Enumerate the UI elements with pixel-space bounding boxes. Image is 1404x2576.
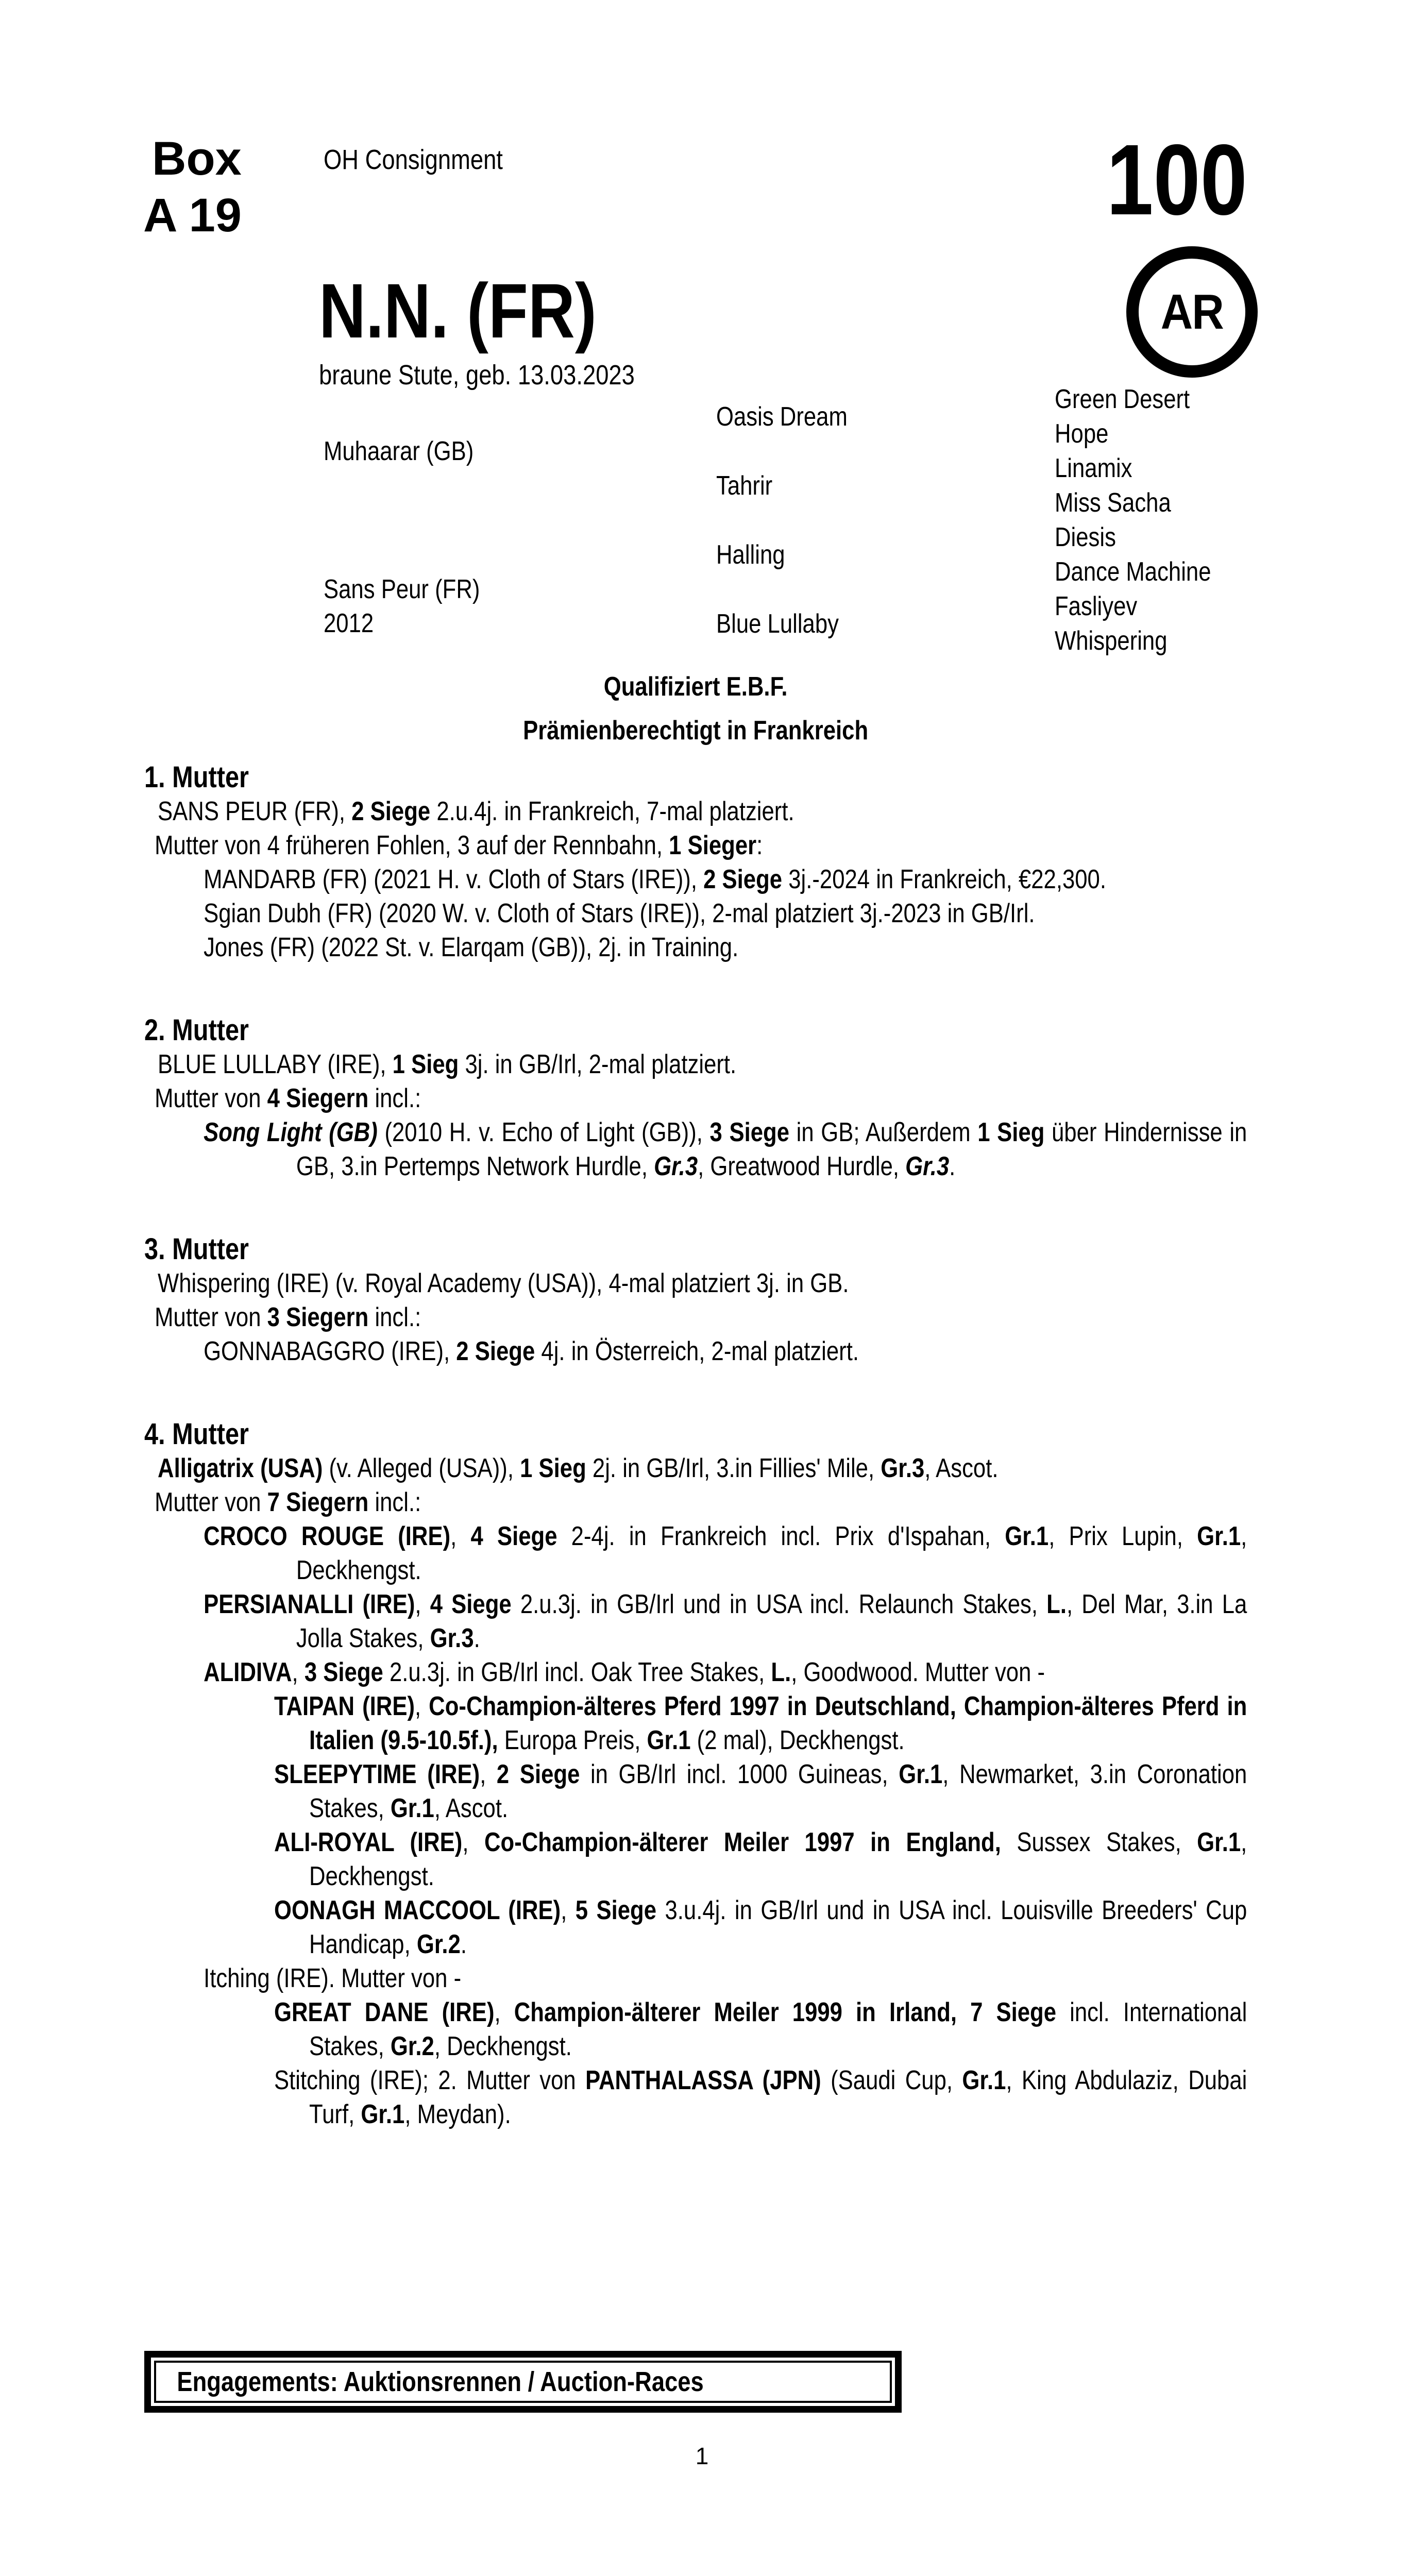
- text-run: Alligatrix (USA): [158, 1453, 323, 1483]
- text-run: Gr.1: [361, 2099, 405, 2129]
- produce-record-paragraph: [144, 1757, 1247, 1825]
- text-run: 2j. in GB/Irl, 3.in Fillies' Mile,: [586, 1453, 881, 1483]
- text-run: in GB; Außerdem: [789, 1117, 978, 1147]
- pedigree-gen3-name: Linamix: [1055, 453, 1132, 483]
- produce-record-paragraph: [144, 1081, 1247, 1115]
- text-run: 3 Siegern: [267, 1302, 369, 1332]
- produce-record-paragraph: [144, 1689, 1247, 1757]
- text-run: Sgian Dubh (FR) (2020 W. v. Cloth of Stars (IRE)), 2-mal platziert 3j.-2023 in GB/Irl.: [204, 899, 1035, 928]
- text-run: , Newmarket, 3.in Coronation Stakes,: [309, 1759, 1247, 1823]
- pedigree-gen3-name: Whispering: [1055, 626, 1168, 656]
- text-run: ,: [415, 1691, 429, 1721]
- text-run: , Meydan).: [404, 2099, 511, 2129]
- pedigree-gen3-name: Green Desert: [1055, 384, 1190, 414]
- text-run: incl.:: [368, 1083, 421, 1113]
- text-run: MANDARB (FR) (2021 H. v. Cloth of Stars (IRE)),: [204, 865, 704, 894]
- family-section: [144, 1013, 1247, 1183]
- text-run: ,: [494, 1997, 514, 2027]
- text-run: , Del Mar, 3.in La Jolla Stakes,: [296, 1589, 1247, 1653]
- text-run: (2010 H. v. Echo of Light (GB)),: [377, 1117, 710, 1147]
- text-run: SANS PEUR (FR),: [158, 796, 352, 826]
- consignor-name: OH Consignment: [324, 144, 503, 175]
- horse-description: braune Stute, geb. 13.03.2023: [319, 360, 635, 391]
- produce-record-paragraph: [144, 930, 1247, 964]
- text-run: Gr.1: [1005, 1521, 1049, 1551]
- text-run: 2 Siege: [351, 796, 431, 826]
- text-run: in GB/Irl incl. 1000 Guineas,: [580, 1759, 899, 1789]
- pedigree-gen3-name: Miss Sacha: [1055, 488, 1171, 518]
- pedigree-sire-name: Muhaarar (GB): [324, 436, 474, 466]
- page-number: 1: [695, 2443, 709, 2469]
- text-run: 1 Sieg: [392, 1049, 459, 1079]
- family-sections: [144, 760, 1247, 2131]
- text-run: Sussex Stakes,: [1001, 1827, 1197, 1857]
- produce-record-paragraph: [144, 794, 1247, 828]
- text-run: Mutter von: [155, 1083, 267, 1113]
- text-run: 2 Siege: [456, 1336, 535, 1366]
- pedigree-gen2-name: Halling: [716, 540, 785, 570]
- text-run: Stitching (IRE); 2. Mutter von: [274, 2065, 586, 2095]
- text-run: Gr.1: [1197, 1827, 1241, 1857]
- text-run: ,: [292, 1657, 305, 1687]
- text-run: (v. Alleged (USA)),: [323, 1453, 520, 1483]
- produce-record-paragraph: [144, 1300, 1247, 1334]
- mutter-heading: 1. Mutter: [144, 760, 249, 794]
- text-run: (Saudi Cup,: [821, 2065, 962, 2095]
- pedigree-gen3-name: Diesis: [1055, 522, 1116, 552]
- pedigree-gen3-name: Fasliyev: [1055, 591, 1138, 621]
- produce-record-paragraph: [144, 1519, 1247, 1587]
- text-run: Gr.3: [881, 1453, 925, 1483]
- text-run: Mutter von: [155, 1302, 267, 1332]
- pedigree-gen2-name: Tahrir: [716, 471, 773, 501]
- text-run: OONAGH MACCOOL (IRE): [274, 1895, 561, 1925]
- produce-record-paragraph: [144, 1587, 1247, 1655]
- horse-name: N.N. (FR): [319, 267, 597, 354]
- text-run: Gr.3: [654, 1151, 698, 1181]
- text-run: PERSIANALLI (IRE): [204, 1589, 415, 1619]
- text-run: 1 Sieg: [977, 1117, 1045, 1147]
- ar-brand-badge: [1126, 246, 1258, 378]
- pedigree-gen2-name: Oasis Dream: [716, 402, 848, 432]
- produce-record-paragraph: [144, 1451, 1247, 1485]
- produce-record-paragraph: [144, 1893, 1247, 1961]
- text-run: , Deckhengst.: [309, 1827, 1247, 1891]
- pedigree-gen3-name: Dance Machine: [1055, 557, 1211, 587]
- text-run: L.: [771, 1657, 791, 1687]
- pedigree-gen2-name: Blue Lullaby: [716, 609, 839, 639]
- text-run: BLUE LULLABY (IRE),: [158, 1049, 393, 1079]
- text-run: GREAT DANE (IRE): [274, 1997, 495, 2027]
- qualifications-block: [144, 670, 1247, 748]
- text-run: 4j. in Österreich, 2-mal platziert.: [535, 1336, 859, 1366]
- mutter-heading: 3. Mutter: [144, 1232, 249, 1266]
- produce-record-paragraph: [144, 1485, 1247, 1519]
- text-run: über Hindernisse in GB, 3.in Pertemps Network Hurdle,: [296, 1117, 1247, 1181]
- produce-record-paragraph: [144, 2063, 1247, 2131]
- produce-record-paragraph: [144, 1995, 1247, 2063]
- produce-record-paragraph: [144, 896, 1247, 930]
- text-run: , Greatwood Hurdle,: [698, 1151, 906, 1181]
- text-run: ALI-ROYAL (IRE): [274, 1827, 463, 1857]
- text-run: , Ascot.: [924, 1453, 999, 1483]
- text-run: 3.u.4j. in GB/Irl und in USA incl. Louisville Breeders' Cup Handicap,: [309, 1895, 1247, 1959]
- text-run: 4 Siege: [470, 1521, 557, 1551]
- mutter-heading: 4. Mutter: [144, 1417, 249, 1451]
- text-run: TAIPAN (IRE): [274, 1691, 415, 1721]
- text-run: ,: [415, 1589, 430, 1619]
- text-run: CROCO ROUGE (IRE): [204, 1521, 451, 1551]
- mutter-heading: 2. Mutter: [144, 1013, 249, 1047]
- text-run: ,: [561, 1895, 576, 1925]
- text-run: .: [473, 1623, 480, 1653]
- text-run: , King Abdulaziz, Dubai Turf,: [309, 2065, 1247, 2129]
- produce-record-paragraph: [144, 1334, 1247, 1368]
- text-run: ALIDIVA: [204, 1657, 292, 1687]
- text-run: 1 Sieg: [520, 1453, 586, 1483]
- text-run: Jones (FR) (2022 St. v. Elarqam (GB)), 2j. in Training.: [204, 933, 739, 962]
- text-run: Gr.1: [390, 1793, 434, 1823]
- engagements-box-inner: [154, 2361, 892, 2403]
- text-run: Song Light (GB): [204, 1117, 378, 1147]
- text-run: (2 mal), Deckhengst.: [690, 1725, 905, 1755]
- text-run: GONNABAGGRO (IRE),: [204, 1336, 456, 1366]
- ar-brand-label: AR: [1160, 284, 1224, 340]
- text-run: Gr.1: [899, 1759, 943, 1789]
- text-run: , Goodwood. Mutter von -: [791, 1657, 1045, 1687]
- text-run: L.: [1046, 1589, 1067, 1619]
- text-run: 7 Siegern: [267, 1487, 369, 1517]
- pedigree-dam-name: Sans Peur (FR): [324, 574, 480, 604]
- pedigree-gen3-column: [1055, 382, 1211, 658]
- text-run: Co-Champion-älterer Meiler 1997 in England,: [484, 1827, 1001, 1857]
- text-run: .: [460, 1929, 467, 1959]
- produce-record-paragraph: [144, 1266, 1247, 1300]
- text-run: ,: [450, 1521, 471, 1551]
- produce-record-paragraph: [144, 862, 1247, 896]
- text-run: 2 Siege: [703, 865, 783, 894]
- text-run: , Prix Lupin,: [1048, 1521, 1197, 1551]
- text-run: Mutter von 4 früheren Fohlen, 3 auf der Rennbahn,: [155, 831, 669, 860]
- produce-record-paragraph: [144, 1655, 1247, 1689]
- text-run: 3 Siege: [709, 1117, 789, 1147]
- text-run: 4 Siegern: [267, 1083, 369, 1113]
- text-run: Itching (IRE). Mutter von -: [204, 1963, 462, 1993]
- box-number: A 19: [143, 189, 242, 242]
- text-run: .: [949, 1151, 956, 1181]
- text-run: Co-Champion-älteres Pferd 1997 in Deutschland, Champion-älteres Pferd in Italien (9.5-10.5f.),: [309, 1691, 1247, 1755]
- text-run: 2 Siege: [496, 1759, 580, 1789]
- text-run: PANTHALASSA (JPN): [585, 2065, 821, 2095]
- text-run: SLEEPYTIME (IRE): [274, 1759, 480, 1789]
- qualification-line: Prämienberechtigt in Frankreich: [523, 716, 869, 745]
- box-label: Box: [152, 132, 242, 185]
- family-section: [144, 1232, 1247, 1368]
- text-run: , Ascot.: [434, 1793, 509, 1823]
- text-run: Gr.1: [1197, 1521, 1241, 1551]
- text-run: 2-4j. in Frankreich incl. Prix d'Ispahan,: [557, 1521, 1005, 1551]
- produce-record-paragraph: [144, 1961, 1247, 1995]
- family-section: [144, 760, 1247, 964]
- produce-record-paragraph: [144, 1825, 1247, 1893]
- text-run: incl.:: [368, 1487, 421, 1517]
- text-run: Whispering (IRE) (v. Royal Academy (USA)), 4-mal platziert 3j. in GB.: [158, 1268, 849, 1298]
- produce-record-paragraph: [144, 1115, 1247, 1183]
- lot-number: 100: [1106, 124, 1247, 236]
- pedigree-gen3-name: Hope: [1055, 419, 1109, 449]
- text-run: Mutter von: [155, 1487, 267, 1517]
- text-run: :: [756, 831, 763, 860]
- produce-record-paragraph: [144, 828, 1247, 862]
- text-run: Gr.3: [905, 1151, 950, 1181]
- family-section: [144, 1417, 1247, 2131]
- text-run: , Deckhengst.: [296, 1521, 1247, 1585]
- engagements-label: Engagements: Auktionsrennen / Auction-Races: [177, 2366, 704, 2397]
- text-run: , Deckhengst.: [434, 2031, 572, 2061]
- text-run: incl.:: [368, 1302, 421, 1332]
- text-run: ,: [462, 1827, 484, 1857]
- text-run: Champion-älterer Meiler 1999 in Irland, 7 Siege: [514, 1997, 1057, 2027]
- pedigree-dam-year: 2012: [324, 608, 374, 638]
- text-run: Gr.2: [416, 1929, 461, 1959]
- text-run: ,: [480, 1759, 497, 1789]
- text-run: 2.u.4j. in Frankreich, 7-mal platziert.: [430, 796, 794, 826]
- text-run: incl. International Stakes,: [309, 1997, 1247, 2061]
- text-run: 3j. in GB/Irl, 2-mal platziert.: [459, 1049, 737, 1079]
- text-run: 4 Siege: [430, 1589, 512, 1619]
- text-run: 2.u.3j. in GB/Irl incl. Oak Tree Stakes,: [383, 1657, 771, 1687]
- text-run: 2.u.3j. in GB/Irl und in USA incl. Relaunch Stakes,: [511, 1589, 1047, 1619]
- engagements-box: [144, 2351, 902, 2413]
- text-run: Gr.1: [647, 1725, 691, 1755]
- text-run: Gr.3: [430, 1623, 474, 1653]
- produce-record-paragraph: [144, 1047, 1247, 1081]
- text-run: 5 Siege: [575, 1895, 657, 1925]
- text-run: Europa Preis,: [498, 1725, 647, 1755]
- text-run: 3 Siege: [304, 1657, 383, 1687]
- text-run: 1 Sieger: [669, 831, 757, 860]
- qualification-line: Qualifiziert E.B.F.: [603, 672, 788, 702]
- text-run: 3j.-2024 in Frankreich, €22,300.: [782, 865, 1106, 894]
- text-run: Gr.2: [390, 2031, 434, 2061]
- text-run: Gr.1: [962, 2065, 1006, 2095]
